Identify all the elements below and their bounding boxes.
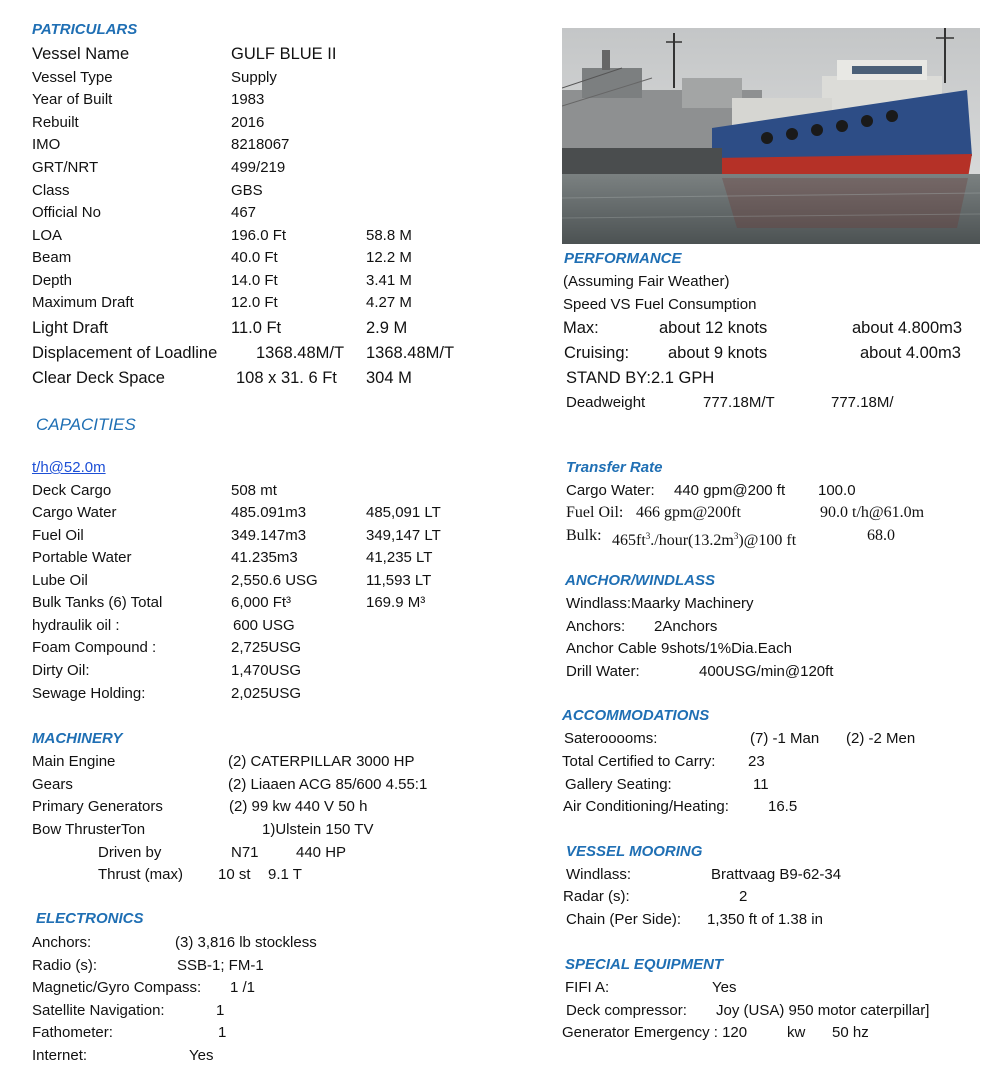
particular-value: GBS [231, 182, 263, 199]
cargo-water-transfer-value: 100.0 [818, 482, 856, 499]
capacity-value: 1,470USG [231, 662, 302, 679]
deadweight-label: Deadweight [566, 394, 646, 411]
capacity-value: 508 mt [231, 482, 277, 499]
capacity-value: 2,025USG [231, 685, 302, 702]
fifi-value: Yes [712, 979, 737, 996]
radio-label: Radio (s): [32, 957, 98, 974]
particular-value: 40.0 Ft [231, 249, 278, 266]
particular-value: GULF BLUE II [231, 45, 337, 63]
particulars-heading: PATRICULARS [32, 21, 138, 38]
capacity-value: 41.235m3 [231, 549, 298, 566]
generators-value: (2) 99 kw 440 V 50 h [229, 798, 368, 815]
particular-label: Official No [32, 204, 101, 221]
capacity-label: Deck Cargo [32, 482, 112, 499]
capacity-label: hydraulik oil : [32, 617, 120, 634]
special-equipment-heading: SPECIAL EQUIPMENT [565, 956, 724, 973]
particular-value-metric: 4.27 M [366, 294, 412, 311]
particular-value: 467 [231, 204, 257, 221]
mooring-windlass-label: Windlass: [566, 866, 632, 883]
certified-label: Total Certified to Carry: [562, 753, 716, 770]
satnav-value: 1 [216, 1002, 225, 1019]
cruising-fuel-value: about 4.00m3 [860, 344, 961, 362]
capacity-value-metric: 169.9 M³ [366, 594, 426, 611]
gears-value: (2) Liaaen ACG 85/600 4.55:1 [228, 776, 428, 793]
mooring-windlass-value: Brattvaag B9-62-34 [711, 866, 842, 883]
vessel-mooring-heading: VESSEL MOORING [566, 843, 703, 860]
deadweight-value: 777.18M/T [703, 394, 775, 411]
capacity-value-lt: 11,593 LT [366, 572, 432, 589]
bulk-rate-part: ./hour(13.2m [650, 532, 734, 549]
particular-value-metric: 12.2 M [366, 249, 412, 266]
electronics-heading: ELECTRONICS [36, 910, 144, 927]
main-engine-value: (2) CATERPILLAR 3000 HP [228, 753, 415, 770]
capacity-value: 2,725USG [231, 639, 302, 656]
particular-value: 12.0 Ft [231, 294, 278, 311]
cargo-water-transfer-rate: 440 gpm@200 ft [674, 482, 786, 499]
standby-consumption: STAND BY:2.1 GPH [566, 369, 715, 387]
max-fuel-value: about 4.800m3 [852, 319, 963, 337]
capacity-label: Foam Compound : [32, 639, 157, 656]
aircon-value: 16.5 [768, 798, 798, 815]
generator-emergency-hz: 50 hz [832, 1024, 869, 1041]
transfer-rate-heading: Transfer Rate [566, 459, 663, 476]
fathometer-value: 1 [218, 1024, 227, 1041]
drill-water-label: Drill Water: [566, 663, 640, 680]
driven-by-label: Driven by [98, 844, 162, 861]
chain-value: 1,350 ft of 1.38 in [707, 911, 823, 928]
performance-note: (Assuming Fair Weather) [563, 273, 730, 290]
particular-label: Depth [32, 272, 73, 289]
drill-water-value: 400USG/min@120ft [699, 663, 834, 680]
particular-value-metric: 3.41 M [366, 272, 412, 289]
max-speed-label: Max: [563, 319, 599, 337]
driven-by-value: N71 [231, 844, 259, 861]
capacity-label: Sewage Holding: [32, 685, 146, 702]
light-draft-metric: 2.9 M [366, 319, 408, 337]
thrust-metric: 9.1 T [268, 866, 302, 883]
light-draft-label: Light Draft [32, 319, 109, 337]
bulk-transfer-value: 68.0 [867, 527, 895, 544]
clear-deck-metric: 304 M [366, 369, 412, 387]
particular-value: 1983 [231, 91, 265, 108]
displacement-metric: 1368.48M/T [366, 344, 455, 362]
generators-label: Primary Generators [32, 798, 163, 815]
anchor-cable: Anchor Cable 9shots/1%Dia.Each [566, 640, 792, 657]
bulk-rate-sup: 3 [733, 531, 739, 541]
main-engine-label: Main Engine [32, 753, 116, 770]
radio-value: SSB-1; FM-1 [177, 957, 264, 974]
radar-label: Radar (s): [563, 888, 630, 905]
compass-value: 1 /1 [230, 979, 256, 996]
gallery-value: 11 [753, 776, 769, 793]
particular-value-metric: 58.8 M [366, 227, 412, 244]
fathometer-label: Fathometer: [32, 1024, 113, 1041]
electronics-anchors-label: Anchors: [32, 934, 92, 951]
particular-label: Vessel Name [32, 45, 130, 63]
bow-thruster-label: Bow ThrusterTon [32, 821, 146, 838]
fifi-label: FIFI A: [565, 979, 610, 996]
windlass-maker: Windlass:Maarky Machinery [566, 595, 754, 612]
deck-compressor-label: Deck compressor: [566, 1002, 687, 1019]
fuel-oil-transfer-rate: 466 gpm@200ft [636, 504, 741, 521]
gallery-label: Gallery Seating: [565, 776, 672, 793]
electronics-anchors-value: (3) 3,816 lb stockless [175, 934, 317, 951]
particular-value: 14.0 Ft [231, 272, 278, 289]
particular-label: Class [32, 182, 70, 199]
certified-value: 23 [748, 753, 765, 770]
particular-value: Supply [231, 69, 277, 86]
compass-label: Magnetic/Gyro Compass: [32, 979, 202, 996]
performance-heading: PERFORMANCE [564, 250, 682, 267]
cruising-speed-label: Cruising: [564, 344, 630, 362]
fuel-oil-transfer-label: Fuel Oil: [566, 504, 624, 521]
staterooms-label: Saterooooms: [564, 730, 658, 747]
particular-label: LOA [32, 227, 63, 244]
staterooms-value-1: (7) -1 Man [750, 730, 820, 747]
capacity-label: Bulk Tanks (6) Total [32, 594, 163, 611]
capacity-value: 600 USG [233, 617, 295, 634]
radar-value: 2 [739, 888, 748, 905]
particular-value: 499/219 [231, 159, 286, 176]
capacity-label: Fuel Oil [32, 527, 84, 544]
capacity-value: 349.147m3 [231, 527, 307, 544]
light-draft-value: 11.0 Ft [231, 319, 282, 337]
particular-label: GRT/NRT [32, 159, 99, 176]
internet-label: Internet: [32, 1047, 88, 1064]
staterooms-value-2: (2) -2 Men [846, 730, 916, 747]
internet-value: Yes [189, 1047, 214, 1064]
clear-deck-label: Clear Deck Space [32, 369, 165, 387]
chain-label: Chain (Per Side): [566, 911, 682, 928]
capacity-value-lt: 485,091 LT [366, 504, 441, 521]
displacement-label: Displacement of Loadline [32, 344, 218, 362]
vessel-photo [562, 28, 980, 244]
vessel-photo-drawing [562, 28, 980, 244]
anchors-value: 2Anchors [654, 618, 718, 635]
deadweight-metric: 777.18M/ [831, 394, 894, 411]
clear-deck-value: 108 x 31. 6 Ft [236, 369, 337, 387]
deck-compressor-value: Joy (USA) 950 motor caterpillar] [716, 1002, 930, 1019]
accommodations-heading: ACCOMMODATIONS [562, 707, 710, 724]
fuel-oil-transfer-value: 90.0 t/h@61.0m [820, 504, 925, 521]
capacity-value: 2,550.6 USG [231, 572, 318, 589]
particular-label: Vessel Type [32, 69, 113, 86]
capacity-value-lt: 41,235 LT [366, 549, 433, 566]
capacity-label: Portable Water [32, 549, 132, 566]
aircon-label: Air Conditioning/Heating: [563, 798, 729, 815]
driven-by-power: 440 HP [296, 844, 347, 861]
capacity-label: Cargo Water [32, 504, 117, 521]
capacities-link[interactable]: t/h@52.0m [32, 459, 106, 476]
machinery-heading: MACHINERY [32, 730, 123, 747]
capacity-label: Dirty Oil: [32, 662, 90, 679]
bulk-rate-sup: 3 [645, 531, 651, 541]
bulk-transfer-label: Bulk: [566, 527, 602, 544]
anchors-label: Anchors: [566, 618, 626, 635]
cruising-speed-value: about 9 knots [668, 344, 768, 362]
bulk-rate-part: 465ft [612, 532, 646, 549]
bulk-transfer-rate [612, 527, 796, 550]
thrust-label: Thrust (max) [98, 866, 184, 883]
capacity-value-lt: 349,147 LT [366, 527, 441, 544]
particular-value: 196.0 Ft [231, 227, 287, 244]
capacity-value: 6,000 Ft³ [231, 594, 292, 611]
particular-label: Rebuilt [32, 114, 79, 131]
performance-subtitle: Speed VS Fuel Consumption [563, 296, 757, 313]
anchor-windlass-heading: ANCHOR/WINDLASS [565, 572, 715, 589]
particular-value: 2016 [231, 114, 265, 131]
particular-label: Year of Built [32, 91, 113, 108]
capacities-heading: CAPACITIES [36, 415, 136, 434]
thrust-value: 10 st [218, 866, 251, 883]
generator-emergency-kw: kw [787, 1024, 806, 1041]
particular-value: 8218067 [231, 136, 290, 153]
particular-label: Maximum Draft [32, 294, 134, 311]
capacity-label: Lube Oil [32, 572, 88, 589]
satnav-label: Satellite Navigation: [32, 1002, 165, 1019]
particular-label: IMO [32, 136, 61, 153]
capacity-value: 485.091m3 [231, 504, 307, 521]
max-speed-value: about 12 knots [659, 319, 768, 337]
displacement-value: 1368.48M/T [256, 344, 345, 362]
cargo-water-transfer-label: Cargo Water: [566, 482, 655, 499]
bulk-rate-part: )@100 ft [738, 532, 797, 549]
particular-label: Beam [32, 249, 72, 266]
gears-label: Gears [32, 776, 73, 793]
bow-thruster-value: 1)Ulstein 150 TV [262, 821, 374, 838]
generator-emergency-label: Generator Emergency : 120 [562, 1024, 748, 1041]
